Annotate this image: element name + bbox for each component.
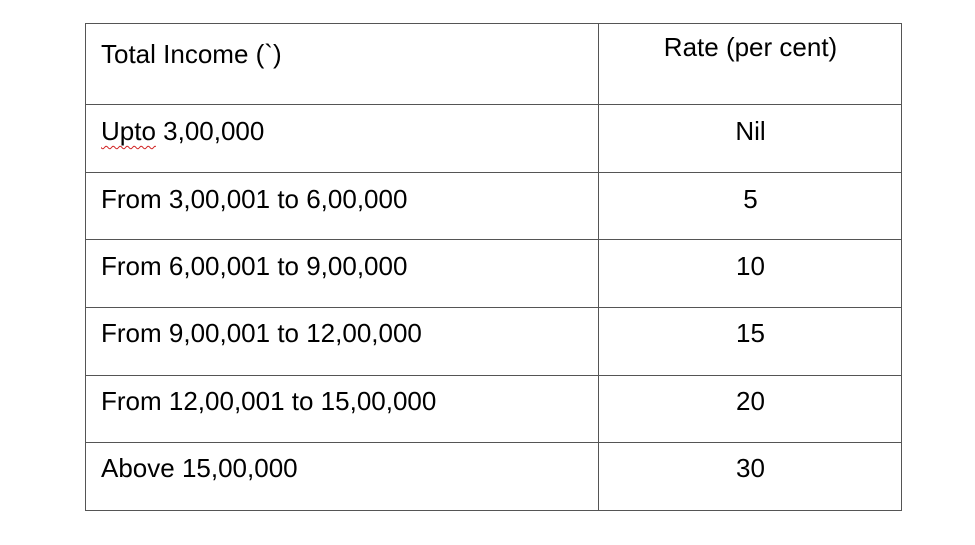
table-header-row: [86, 24, 901, 105]
rate-cell: Nil: [735, 116, 766, 146]
rate-cell: 30: [736, 453, 765, 483]
tax-slab-table: [85, 23, 902, 511]
table-row: [86, 443, 901, 510]
spellcheck-word: Upto: [101, 116, 156, 146]
rate-cell: 10: [736, 251, 765, 281]
income-amount: 3,00,000: [155, 116, 265, 146]
income-cell: [101, 116, 264, 146]
rate-cell: 15: [736, 318, 765, 348]
income-cell: From 6,00,001 to 9,00,000: [101, 251, 408, 281]
rate-cell: 20: [736, 386, 765, 416]
table-row: [86, 173, 901, 240]
header-total-income: Total Income (`): [101, 39, 282, 69]
table-row: [86, 308, 901, 376]
table-row: [86, 240, 901, 308]
table-row: [86, 105, 901, 173]
income-cell: From 9,00,001 to 12,00,000: [101, 318, 422, 348]
income-cell: From 12,00,001 to 15,00,000: [101, 386, 437, 416]
table-row: [86, 376, 901, 443]
income-cell: From 3,00,001 to 6,00,000: [101, 184, 408, 214]
rate-cell: 5: [743, 184, 758, 214]
header-rate: Rate (per cent): [663, 32, 838, 62]
income-cell: Above 15,00,000: [101, 453, 298, 483]
